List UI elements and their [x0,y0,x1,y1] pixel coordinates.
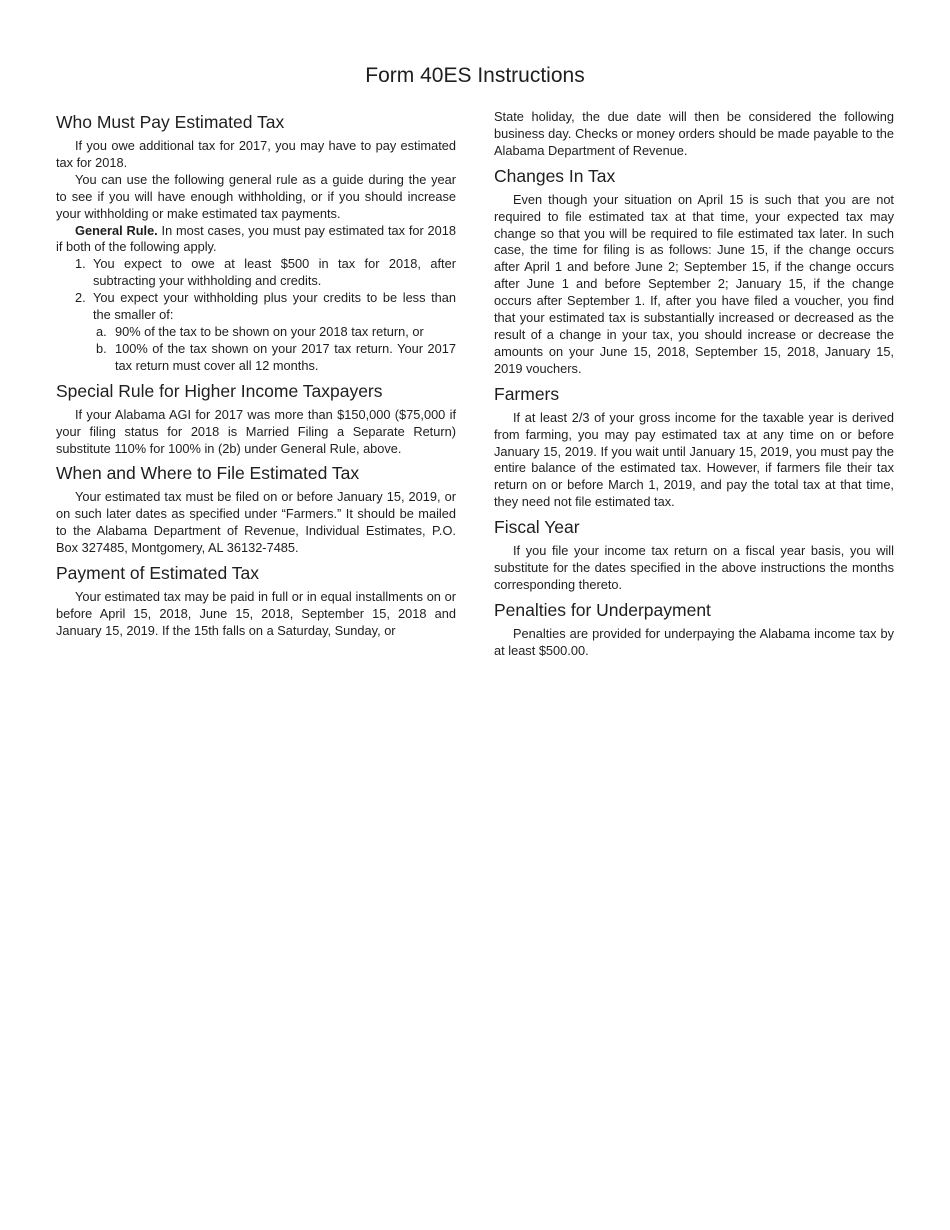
section-special-rule [56,381,456,458]
paragraph: Your estimated tax must be filed on or before January 15, 2019, or on such later dates as specified under “Farmers.” It should be mailed to the Alabama Department of Revenue, Individual Estimates, P.O. Box 327485, Montgomery, AL 36132-7485. [56,489,456,556]
list-marker: b. [96,340,107,356]
section-farmers [494,384,894,511]
list-item [75,290,456,375]
section-heading: Farmers [494,383,560,404]
list-item-text: You expect your withholding plus your credits to be less than the smaller of: [93,290,456,323]
list-item [75,256,456,290]
list-item-text: 100% of the tax shown on your 2017 tax return. Your 2017 tax return must cover all 12 months. [115,340,456,373]
rule-list [56,256,456,374]
paragraph: Your estimated tax may be paid in full or in equal installments on or before April 15, 2018, June 15, 2018, September 15, 2018 and January 15, 2019. If the 15th falls on a Saturday, Sunday, or [56,589,456,638]
section-heading: Penalties for Underpayment [494,599,711,620]
sub-list-item [96,323,456,341]
paragraph: If at least 2/3 of your gross income for the taxable year is derived from farming, you may pay estimated tax at any time on or before January 15, 2019. If you wait until January 15, 2019, you must pay the entire balance of the estimated tax. However, if farmers file their tax return on or before March 1, 2019, and pay the total tax at that time, they need not file estimated tax. [494,409,894,510]
paragraph: If you file your income tax return on a fiscal year basis, you will substitute for the dates specified in the above instructions the months corresponding thereto. [494,543,894,592]
section-heading: Special Rule for Higher Income Taxpayers [56,380,383,401]
list-item-text: You expect to owe at least $500 in tax for 2018, after subtracting your withholding and credits. [93,256,456,289]
paragraph: Even though your situation on April 15 is such that you are not required to file estimated tax at that time, your expected tax may change so that you will be required to file estimated tax later. In such case, the time for filing is as follows: June 15, if the change occurs after April 1 and before June 2; September 15, if the change occurs after June 1 and before September 2; January 15, if the change occurs after September 1. If, after you have filed a voucher, you find that your estimated tax is substantially increased or decreased as the result of a change in your tax, you should increase or decrease the amounts on your June 15, 2018, September 15, 2018, January 15, 2019 vouchers. [494,191,894,376]
left-column [56,106,456,640]
section-heading: Changes In Tax [494,165,616,186]
section-fiscal-year [494,517,894,594]
paragraph: If your Alabama AGI for 2017 was more than $150,000 ($75,000 if your filing status for 2018 is Married Filing a Separate Return) substitute 110% for 100% in (2b) under General Rule, above. [56,406,456,456]
list-marker: 2. [75,290,86,306]
section-when-where [56,463,456,557]
paragraph-continued: State holiday, the due date will then be considered the following business day. Checks or money orders should be made payable to the Alabama Department of Revenue. [494,109,894,158]
page-title: Form 40ES Instructions [365,64,585,87]
section-who-must-pay [56,112,456,375]
section-penalties [494,600,894,660]
section-heading: Who Must Pay Estimated Tax [56,112,285,132]
paragraph: If you owe additional tax for 2017, you may have to pay estimated tax for 2018. [56,138,456,170]
list-marker: a. [96,323,107,339]
paragraph: You can use the following general rule as a guide during the year to see if you will have enough withholding, or if you should increase your withholding or make estimated tax payments. [56,171,456,221]
section-heading: When and Where to File Estimated Tax [56,463,360,484]
list-item-text: 90% of the tax to be shown on your 2018 tax return, or [115,323,424,339]
section-payment [56,563,456,640]
general-rule-text: In most cases, you must pay estimated tax for 2018 if both of the following apply. [56,222,457,255]
paragraph: Penalties are provided for underpaying the Alabama income tax by at least $500.00. [494,625,894,658]
sub-list-item [96,340,456,375]
general-rule-label: General Rule. [75,222,158,238]
list-marker: 1. [75,256,86,272]
section-heading: Payment of Estimated Tax [56,563,259,584]
sub-list [93,324,456,375]
general-rule-paragraph [56,223,456,257]
right-column [494,109,894,660]
section-heading: Fiscal Year [494,517,580,538]
section-changes [494,166,894,378]
